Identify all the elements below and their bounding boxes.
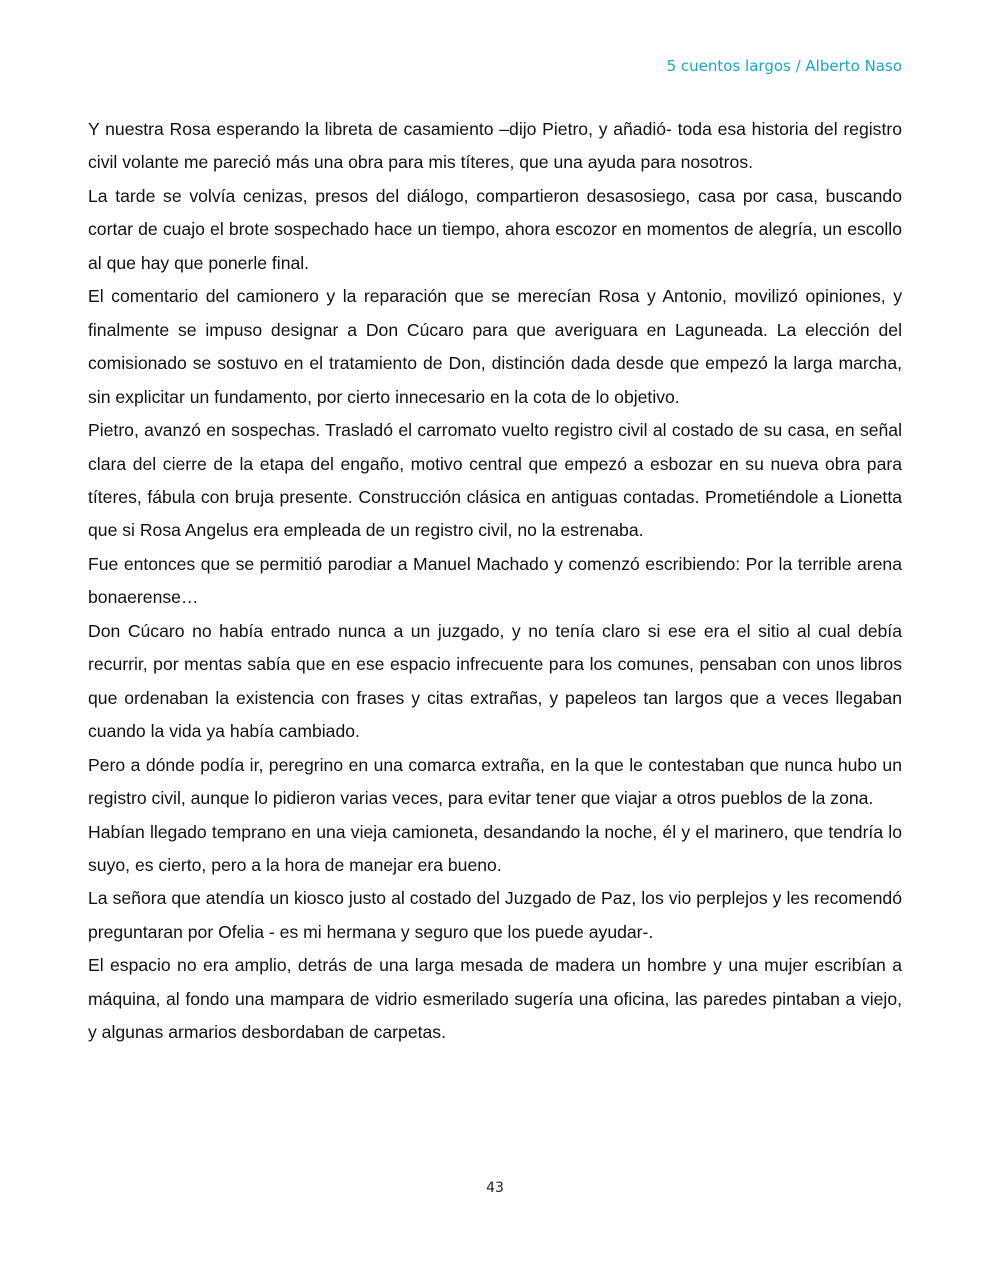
paragraph-1: Y nuestra Rosa esperando la libreta de casamiento –dijo Pietro, y añadió- toda esa historia del registro civil volante me pareció más una obra para mis títeres, que una ayuda para nosotros. <box>88 119 902 173</box>
paragraph-6: Don Cúcaro no había entrado nunca a un juzgado, y no tenía claro si ese era el sitio al cual debía recurrir, por mentas sabía que en ese espacio infrecuente para los comunes, pensaban con unos libros que ordenaban la existencia con frases y citas extrañas, y papeleos tan largos que a veces llegaban cuando la vida ya había cambiado. <box>88 620 902 742</box>
paragraph-7: Pero a dónde podía ir, peregrino en una comarca extraña, en la que le contestaban que nunca hubo un registro civil, aunque lo pidieron varias veces, para evitar tener que viajar a otros pueblos de la zona. <box>88 754 902 809</box>
body-text <box>88 113 902 1050</box>
paragraph-4: Pietro, avanzó en sospechas. Trasladó el carromato vuelto registro civil al costado de su casa, en señal clara del cierre de la etapa del engaño, motivo central que empezó a esbozar en su nueva obra para títeres, fábula con bruja presente. Construcción clásica en antiguas contadas. Prometiéndole a Lionetta que si Rosa Angelus era empleada de un registro civil, no la estrenaba. <box>88 420 902 541</box>
paragraph-3: El comentario del camionero y la reparación que se merecían Rosa y Antonio, movilizó opiniones, y finalmente se impuso designar a Don Cúcaro para que averiguara en Laguneada. La elección del comisionado se sostuvo en el tratamiento de Don, distinción dada desde que empezó la larga marcha, sin explicitar un fundamento, por cierto innecesario en la cota de lo objetivo. <box>88 286 902 407</box>
paragraph-8: Habían llegado temprano en una vieja camioneta, desandando la noche, él y el marinero, que tendría lo suyo, es cierto, pero a la hora de manejar era bueno. <box>88 821 902 875</box>
paragraph-10: El espacio no era amplio, detrás de una larga mesada de madera un hombre y una mujer escribían a máquina, al fondo una mampara de vidrio esmerilado sugería una oficina, las paredes pintaban a viejo, y algunas armarios desbordaban de carpetas. <box>88 955 902 1043</box>
paragraph-5: Fue entonces que se permitió parodiar a Manuel Machado y comenzó escribiendo: Por la terrible arena bonaerense… <box>88 553 902 608</box>
paragraph-9: La señora que atendía un kiosco justo al costado del Juzgado de Paz, los vio perplejos y les recomendó preguntaran por Ofelia - es mi hermana y seguro que los puede ayudar-. <box>88 888 902 942</box>
paragraph-2: La tarde se volvía cenizas, presos del diálogo, compartieron desasosiego, casa por casa, buscando cortar de cuajo el brote sospechado hace un tiempo, ahora escozor en momentos de alegría, un escollo al que hay que ponerle final. <box>88 185 902 273</box>
running-header: 5 cuentos largos / Alberto Naso <box>666 57 902 75</box>
page-number: 43 <box>486 1180 504 1196</box>
